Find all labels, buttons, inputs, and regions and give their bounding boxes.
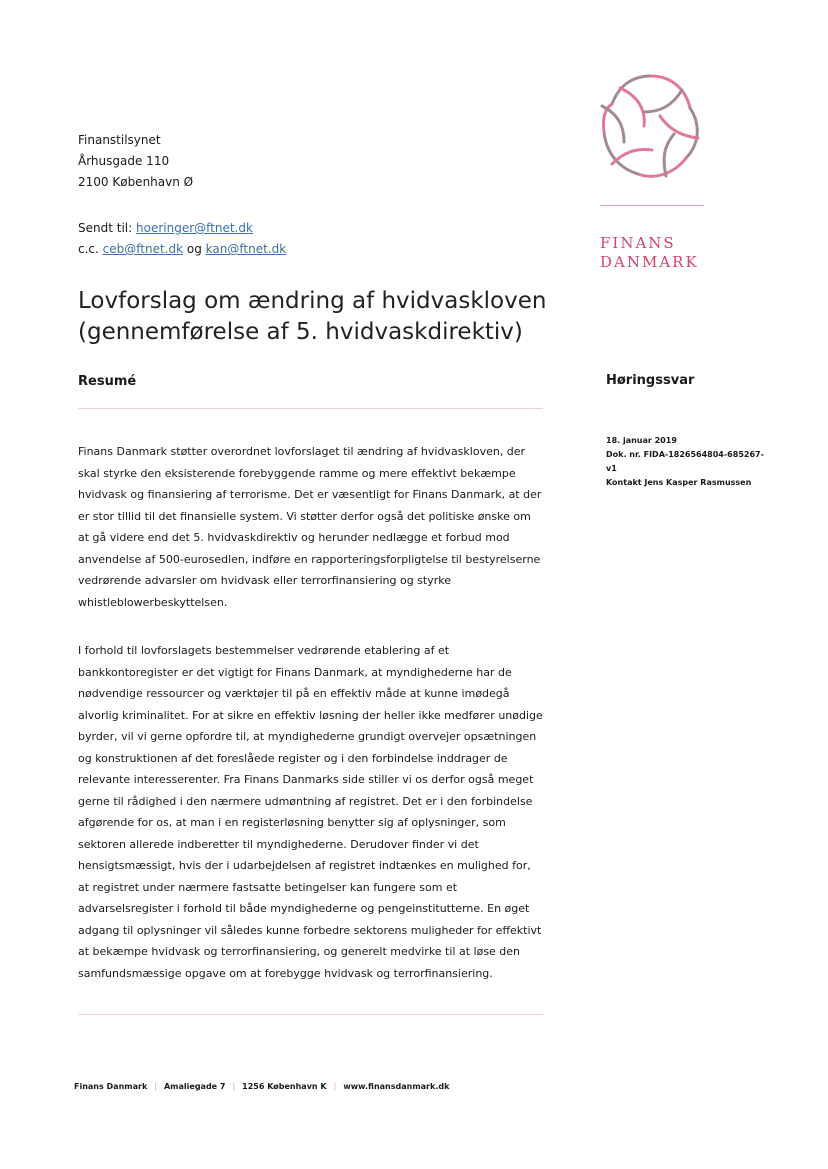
footer	[74, 1082, 449, 1091]
finans-danmark-logo-icon	[590, 66, 712, 188]
cc-and-text: og	[186, 242, 202, 256]
cc-email-link-2[interactable]: kan@ftnet.dk	[205, 242, 287, 256]
title-line-2: (gennemførelse af 5. hvidvaskdirektiv)	[78, 319, 523, 345]
brand-name	[600, 234, 699, 272]
recipient-name: Finanstilsynet	[78, 133, 161, 147]
paragraph-1: Finans Danmark støtter overordnet lovforslaget til ændring af hvidvaskloven, der skal styrke den eksisterende forebyggende ramme og mere effektivt bekæmpe hvidvask og finansiering af terrorisme. Det er væsentligt for Finans Danmark, at der er stor tillid til det finansielle system. Vi støtter derfor også det politiske ønske om at gå videre end det 5. hvidvaskdirektiv og herunder nedlægge et forbud mod anvendelse af 500-eurosedlen, indføre en rapporteringsforpligtelse til bestyrelserne vedrørende advarsler om hvidvask eller terrorfinansiering og styrke whistleblowerbeskyttelsen.	[78, 445, 542, 609]
meta-date: 18. januar 2019	[606, 436, 677, 445]
sent-to-email-link[interactable]: hoeringer@ftnet.dk	[136, 221, 253, 235]
footer-street: Amaliegade 7	[163, 1082, 226, 1091]
footer-separator: |	[333, 1082, 337, 1091]
recipient-city: 2100 København Ø	[78, 175, 194, 189]
paragraph-2: I forhold til lovforslagets bestemmelser vedrørende etablering af et bankkontoregister er det vigtigt for Finans Danmark, at myndighederne har de nødvendige ressourcer og værktøjer til på en effektiv måde at kunne imødegå alvorlig kriminalitet. For at sikre en effektiv løsning der heller ikke medfører unødige byrder, vil vi gerne opfordre til, at myndighederne grundigt overvejer opsætningen og konstruktionen af det foreslåede register og i den forbindelse inddrager de relevante interesserenter. Fra Finans Danmarks side stiller vi os derfor også meget gerne til rådighed i den nærmere udmøntning af registret. Det er i den forbindelse afgørende for os, at man i en registerløsning benytter sig af oplysninger, som sektoren allerede indberetter til myndighederne. Derudover finder vi det hensigtsmæssigt, hvis der i udarbejdelsen af registret indtænkes en mulighed for, at registret under nærmere fastsatte betingelser kan fungere som et advarselsregister i forhold til både myndighederne og pengeinstitutterne. En øget adgang til oplysninger vil således kunne forbedre sektorens muligheder for effektivt at bekæmpe hvidvask og terrorfinansiering, og generelt medvirke til at løse den samfundsmæssige opgave om at forebygge hvidvask og terrorfinansiering.	[78, 644, 543, 980]
recipient-street: Århusgade 110	[78, 154, 170, 168]
brand-line-2: DANMARK	[600, 253, 699, 271]
footer-city: 1256 København K	[242, 1082, 327, 1091]
cc-email-link-1[interactable]: ceb@ftnet.dk	[102, 242, 184, 256]
footer-web-link[interactable]: www.finansdanmark.dk	[343, 1082, 450, 1091]
bottom-divider	[78, 1014, 543, 1015]
footer-org: Finans Danmark	[74, 1082, 148, 1091]
sent-to-label: Sendt til:	[78, 221, 133, 235]
document-title	[78, 286, 546, 348]
document-meta	[606, 434, 766, 490]
title-line-1: Lovforslag om ændring af hvidvaskloven	[78, 288, 547, 314]
sent-to-block	[78, 218, 286, 260]
hoeringssvar-heading: Høringssvar	[606, 373, 695, 388]
section-divider	[78, 408, 543, 409]
logo-divider	[600, 205, 704, 206]
recipient-address	[78, 130, 193, 193]
cc-label: c.c.	[78, 242, 99, 256]
footer-separator: |	[232, 1082, 236, 1091]
meta-contact: Kontakt Jens Kasper Rasmussen	[606, 478, 752, 487]
resume-heading: Resumé	[78, 374, 137, 389]
meta-doc-nr: Dok. nr. FIDA-1826564804-685267-v1	[606, 450, 764, 473]
brand-line-1: FINANS	[600, 234, 676, 252]
footer-separator: |	[154, 1082, 157, 1091]
